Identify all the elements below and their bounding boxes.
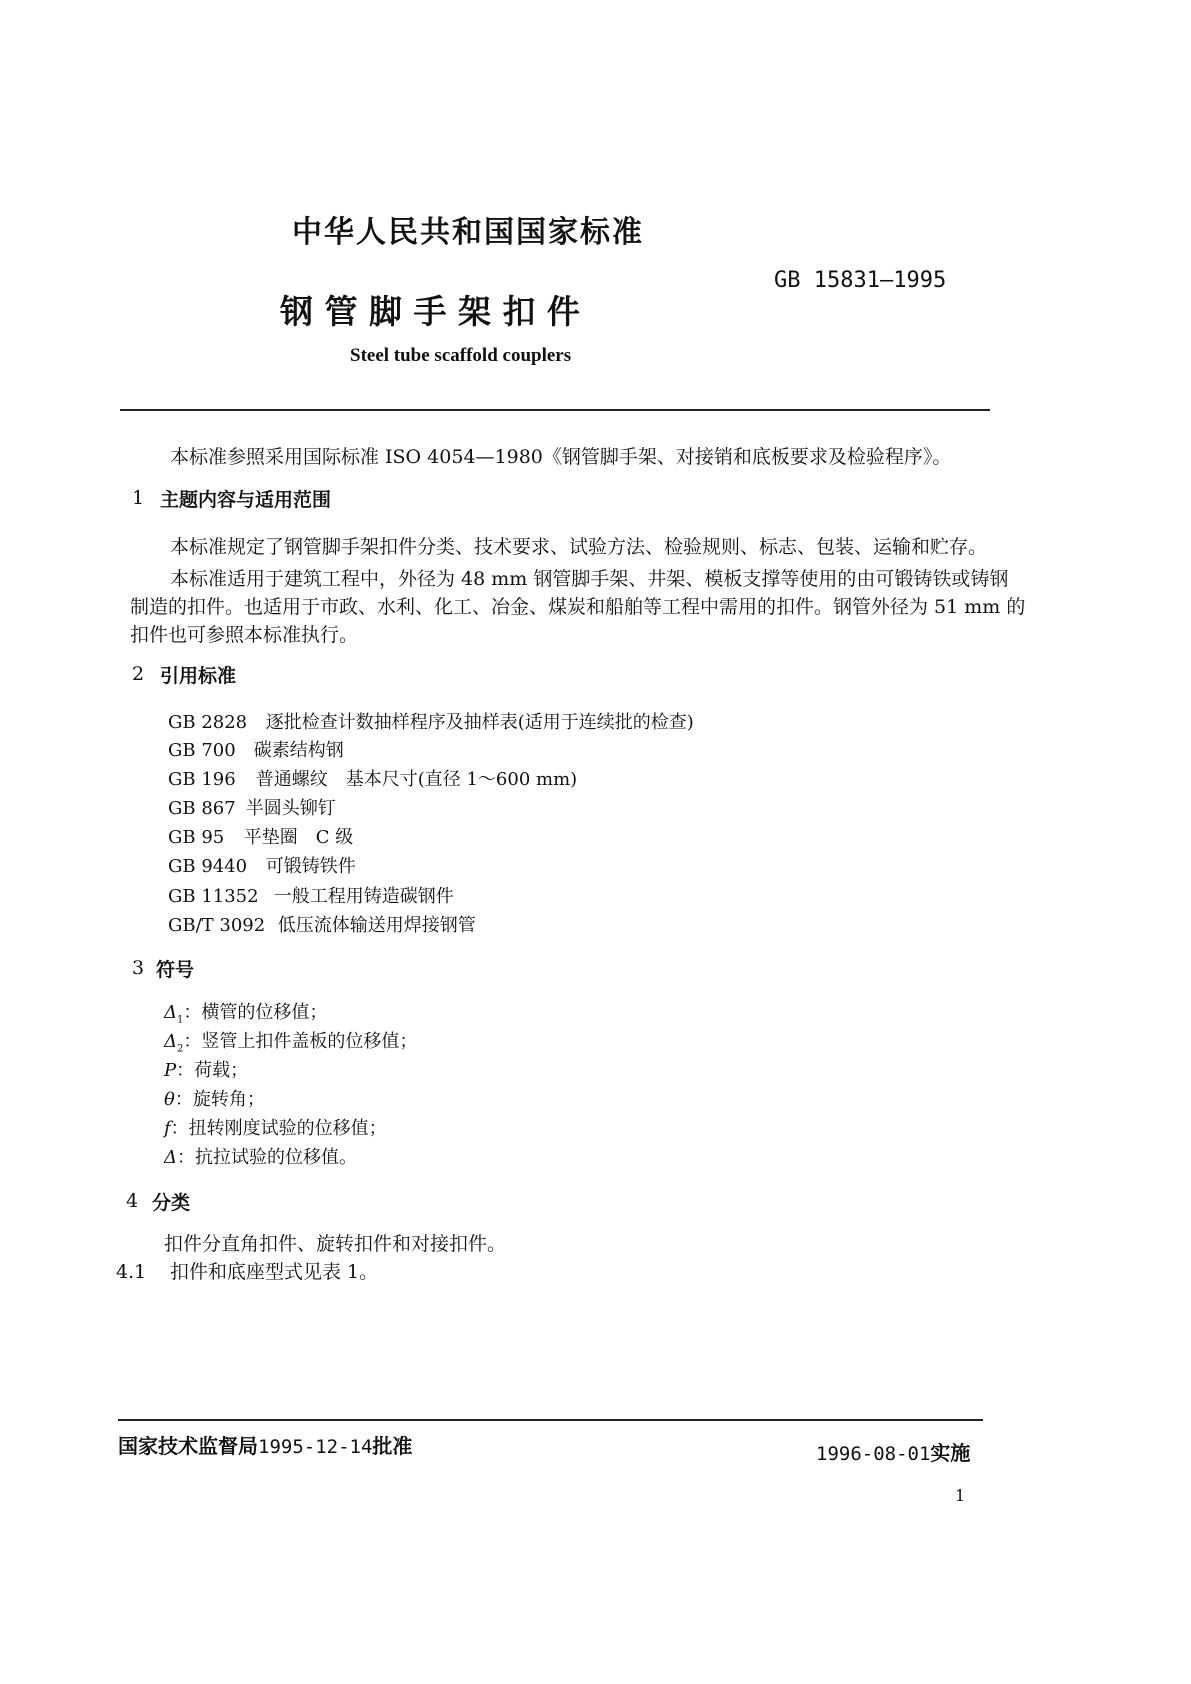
approval-org: 国家技术监督局 [118,1434,258,1458]
subsection-number: 4.1 [116,1261,147,1283]
section-title: 主题内容与适用范围 [160,489,332,511]
document-title-cn: 钢 管 脚 手 架 扣 件 [280,292,580,331]
symbol-description: ：抗拉试验的位移值。 [177,1147,357,1168]
symbol-description: ：扭转刚度试验的位移值； [170,1118,387,1139]
reference-item: GB/T 3092 低压流体输送用焊接钢管 [168,915,476,936]
section-title: 引用标准 [160,665,237,687]
symbol: Δ [164,1031,177,1052]
reference-item: GB 700 碳素结构钢 [168,740,344,761]
approval-date: 1995-12-14 [258,1436,373,1458]
reference-item: GB 2828 逐批检查计数抽样程序及抽样表(适用于连续批的检查) [168,712,694,733]
section-number: 3 [132,957,145,979]
symbol-definition [164,1143,357,1169]
paragraph: 扣件也可参照本标准执行。 [130,624,359,646]
section-number: 2 [132,663,145,685]
section-number: 4 [126,1190,139,1212]
section-number: 1 [132,487,145,509]
reference-item: GB 867 半圆头铆钉 [168,798,336,819]
paragraph: 扣件分直角扣件、旋转扣件和对接扣件。 [164,1233,507,1255]
reference-title: 可锻铸铁件 [265,856,356,877]
page-number: 1 [955,1486,966,1505]
document-title-en: Steel tube scaffold couplers [350,345,572,366]
reference-title: 低压流体输送用焊接钢管 [277,915,476,936]
footer-divider [118,1419,983,1421]
symbol-subscript: 1 [177,1014,184,1026]
effective-label: 实施 [930,1441,971,1465]
symbol-definition [164,1027,417,1055]
symbol-definition [164,1114,387,1140]
reference-title: 逐批检查计数抽样程序及抽样表(适用于连续批的检查) [265,712,694,733]
symbol-description: ：竖管上扣件盖板的位移值； [183,1031,418,1052]
symbol-subscript: 2 [177,1043,184,1055]
symbol: Δ [164,1002,177,1023]
symbol-description: ：荷载； [176,1060,249,1081]
standard-number: GB 15831—1995 [774,268,947,293]
national-standard-heading: 中华人民共和国国家标准 [292,215,644,250]
reference-title: 碳素结构钢 [253,740,344,761]
header-divider [120,409,990,411]
reference-title: 平垫圈 C 级 [243,827,354,848]
symbol-description: ：横管的位移值； [183,1002,328,1023]
approval-line [118,1430,412,1459]
paragraph: 本标准规定了钢管脚手架扣件分类、技术要求、试验方法、检验规则、标志、包装、运输和贮存。 [170,536,988,558]
reference-title: 半圆头铆钉 [245,798,336,819]
effective-date: 1996-08-01 [816,1443,931,1465]
symbol: Δ [164,1147,177,1168]
reference-item: GB 9440 可锻铸铁件 [168,856,356,877]
symbol-description: ：旋转角； [174,1089,265,1110]
paragraph: 制造的扣件。也适用于市政、水利、化工、冶金、煤炭和船舶等工程中需用的扣件。钢管外径为 51 mm 的 [130,596,1026,618]
paragraph: 本标准适用于建筑工程中，外径为 48 mm 钢管脚手架、井架、模板支撑等使用的由可锻铸铁或铸钢 [170,568,1009,590]
effective-line [816,1437,970,1466]
symbol-definition [164,998,327,1026]
symbol: f [164,1118,171,1139]
reference-title: 普通螺纹 基本尺寸(直径 1～600 mm) [255,769,578,790]
paragraph: 扣件和底座型式见表 1。 [170,1261,379,1283]
section-title: 符号 [156,959,195,981]
symbol: P [164,1060,177,1081]
symbol: θ [164,1089,175,1110]
reference-item: GB 196 普通螺纹 基本尺寸(直径 1～600 mm) [168,769,578,790]
intro-paragraph: 本标准参照采用国际标准 ISO 4054—1980《钢管脚手架、对接销和底板要求及检验程序》。 [170,446,952,468]
section-title: 分类 [152,1192,191,1214]
reference-title: 一般工程用铸造碳钢件 [273,886,454,907]
reference-item: GB 11352 一般工程用铸造碳钢件 [168,886,454,907]
approval-label: 批准 [372,1434,413,1458]
symbol-definition [164,1056,248,1082]
symbol-definition [164,1085,265,1111]
reference-item: GB 95 平垫圈 C 级 [168,827,354,848]
